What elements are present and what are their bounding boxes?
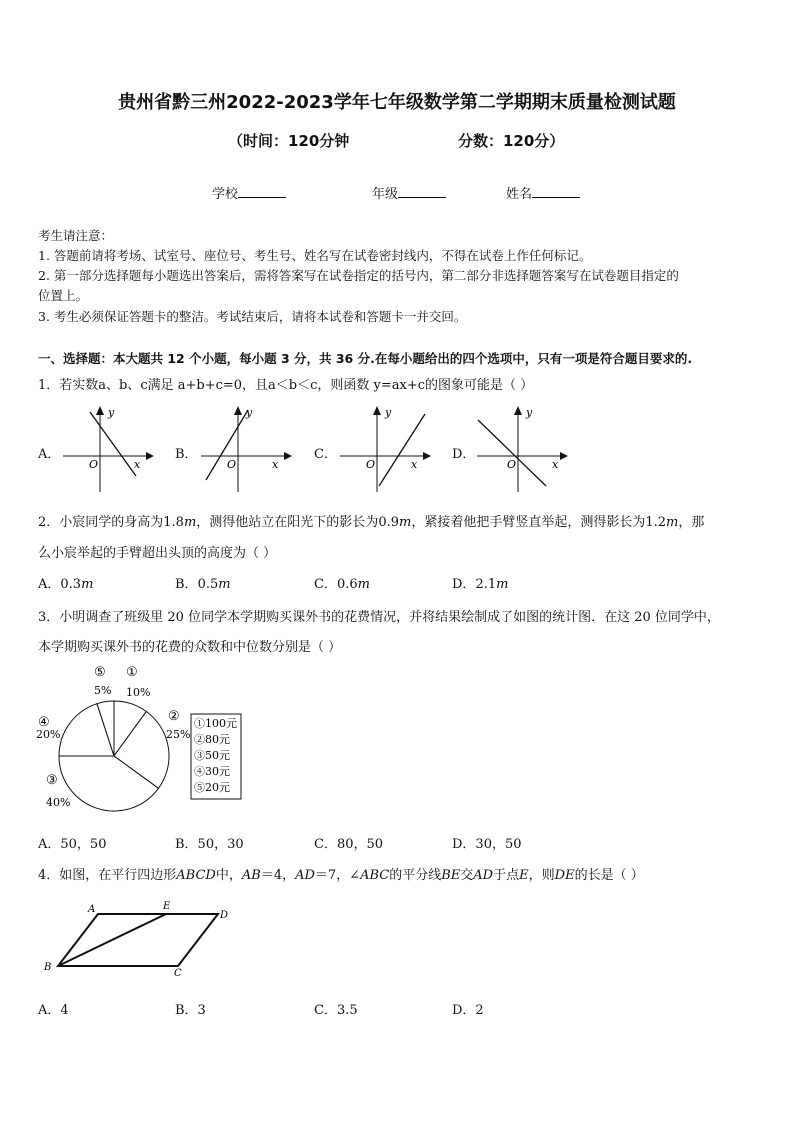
q1d-x-label: x bbox=[552, 458, 559, 471]
note-3: 3. 考生必须保证答题卡的整洁。考试结束后，请将本试卷和答题卡一并交回。 bbox=[38, 309, 467, 324]
q3-option-b[interactable]: B．50，30 bbox=[175, 837, 244, 852]
pie-percent-label-1: 10% bbox=[126, 686, 151, 699]
name-blank[interactable] bbox=[532, 184, 580, 198]
q1c-origin: O bbox=[366, 458, 376, 471]
q4-option-b[interactable]: B．3 bbox=[175, 1003, 206, 1018]
note-2b: 位置上。 bbox=[38, 288, 89, 303]
q1b-y-label: y bbox=[246, 406, 253, 419]
vertex-e: E bbox=[163, 901, 171, 912]
exam-score: 分数：120分） bbox=[458, 132, 565, 150]
name-field[interactable] bbox=[506, 183, 580, 202]
pie-percent-label-3: 40% bbox=[46, 796, 71, 809]
q1-graph-c bbox=[335, 402, 435, 494]
q2-option-c[interactable]: C．0.6m bbox=[314, 577, 370, 592]
q1-label-d: D． bbox=[452, 447, 476, 462]
q1d-origin: O bbox=[507, 458, 517, 471]
q4-option-d[interactable]: D．2 bbox=[452, 1003, 484, 1018]
vertex-d: D bbox=[220, 910, 229, 921]
q2-option-d[interactable]: D．2.1m bbox=[452, 577, 509, 592]
q1-stem: 1．若实数a、b、c满足 a+b+c=0，且a＜b＜c，则函数 y=ax+c的图象可能是（ ） bbox=[38, 378, 534, 393]
q1-graph-a bbox=[58, 402, 158, 494]
q1d-y-label: y bbox=[526, 406, 533, 419]
pie-slice-label-4: ④ bbox=[38, 715, 50, 730]
pie-slice-label-1: ① bbox=[126, 665, 138, 680]
q1a-y-label: y bbox=[108, 406, 115, 419]
exam-time: （时间：120分钟 bbox=[228, 132, 350, 150]
q3-option-a[interactable]: A．50，50 bbox=[38, 837, 107, 852]
q1c-x-label: x bbox=[411, 458, 418, 471]
pie-slice-label-2: ② bbox=[168, 709, 180, 724]
q4-option-c[interactable]: C．3.5 bbox=[314, 1003, 358, 1018]
parallelogram-figure bbox=[38, 896, 238, 982]
q1-label-c: C． bbox=[314, 447, 337, 462]
q2-option-a[interactable]: A．0.3m bbox=[38, 577, 94, 592]
pie-percent-label-2: 25% bbox=[166, 728, 191, 741]
note-2a: 2. 第一部分选择题每小题选出答案后，需将答案写在试卷指定的括号内，第二部分非选择题答案写在试卷题目指定的 bbox=[38, 268, 679, 283]
exam-title: 贵州省黔三州2022-2023学年七年级数学第二学期期末质量检测试题 bbox=[118, 92, 676, 113]
school-label: 学校 bbox=[212, 187, 239, 202]
q1b-origin: O bbox=[227, 458, 237, 471]
q1-label-a: A． bbox=[38, 447, 61, 462]
q3-option-c[interactable]: C．80，50 bbox=[314, 837, 384, 852]
vertex-b: B bbox=[44, 962, 52, 973]
pie-slice-label-3: ③ bbox=[46, 773, 58, 788]
school-blank[interactable] bbox=[238, 184, 286, 198]
name-label: 姓名 bbox=[506, 187, 533, 202]
pie-slice-label-5: ⑤ bbox=[94, 665, 106, 680]
pie-legend-item-1: ①100元 bbox=[194, 717, 237, 730]
q3-line2: 本学期购买课外书的花费的众数和中位数分别是（ ） bbox=[38, 640, 342, 655]
q1c-y-label: y bbox=[385, 406, 392, 419]
pie-chart bbox=[34, 664, 264, 824]
q1b-x-label: x bbox=[272, 458, 279, 471]
notes-heading: 考生请注意： bbox=[38, 228, 114, 243]
grade-blank[interactable] bbox=[398, 184, 446, 198]
q1-label-b: B． bbox=[175, 447, 198, 462]
q2-line2: 么小宸举起的手臂超出头顶的高度为（ ） bbox=[38, 546, 277, 561]
pie-legend-item-2: ②80元 bbox=[194, 733, 230, 746]
q3-option-d[interactable]: D．30，50 bbox=[452, 837, 522, 852]
section-heading: 一、选择题：本大题共 12 个小题，每小题 3 分，共 36 分.在每小题给出的四个选项中，只有一项是符合题目要求的. bbox=[38, 351, 693, 366]
q1a-origin: O bbox=[89, 458, 99, 471]
vertex-a: A bbox=[88, 904, 96, 915]
pie-legend-item-3: ③50元 bbox=[194, 749, 230, 762]
grade-label: 年级 bbox=[372, 187, 399, 202]
q4-option-a[interactable]: A．4 bbox=[38, 1003, 69, 1018]
vertex-c: C bbox=[174, 968, 182, 979]
pie-percent-label-4: 20% bbox=[36, 728, 61, 741]
school-field[interactable] bbox=[212, 183, 286, 202]
q1-graph-d bbox=[472, 402, 572, 494]
q2-line1: 2．小宸同学的身高为1.8m，测得他站立在阳光下的影长为0.9m，紧接着他把手臂竖直举起，测得影长为1.2m，那 bbox=[38, 515, 705, 530]
q1-graph-b bbox=[196, 402, 296, 494]
q3-line1: 3．小明调查了班级里 20 位同学本学期购买课外书的花费情况，并将结果绘制成了如图的统计图．在这 20 位同学中， bbox=[38, 610, 720, 625]
q4-stem: 4．如图，在平行四边形ABCD中，AB＝4，AD＝7，∠ABC的平分线BE交AD于点E，则DE的长是（ ） bbox=[38, 868, 644, 883]
q2-option-b[interactable]: B．0.5m bbox=[175, 577, 231, 592]
note-1: 1. 答题前请将考场、试室号、座位号、考生号、姓名写在试卷密封线内，不得在试卷上作任何标记。 bbox=[38, 248, 592, 263]
q1a-x-label: x bbox=[134, 458, 141, 471]
grade-field[interactable] bbox=[372, 183, 446, 202]
pie-legend-item-4: ④30元 bbox=[194, 765, 230, 778]
pie-legend-item-5: ⑤20元 bbox=[194, 781, 230, 794]
pie-percent-label-5: 5% bbox=[94, 684, 112, 697]
